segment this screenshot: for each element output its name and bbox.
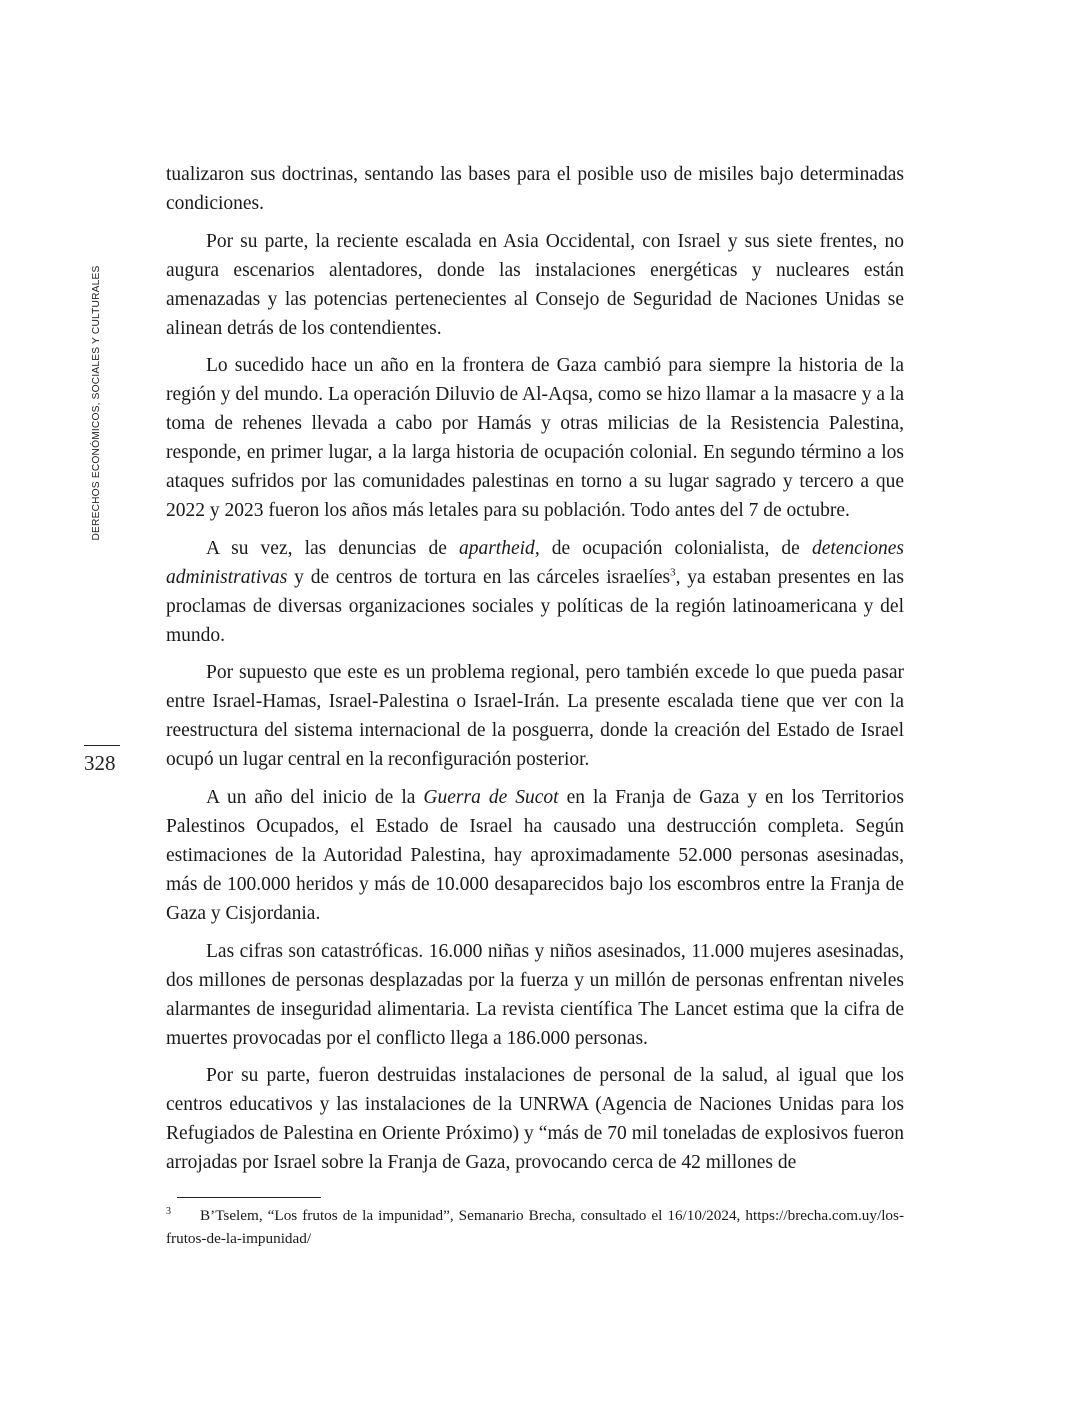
italic-apartheid: apartheid [458, 537, 535, 559]
paragraph-4-text: A su vez, las denuncias de [206, 537, 459, 559]
italic-detenciones: detenciones administrativas [166, 537, 904, 588]
paragraph-1: tualizaron sus doctrinas, sentando las bases para el posible uso de misiles bajo determinadas condiciones. [166, 164, 904, 214]
page-number: 328 [84, 751, 116, 775]
running-header: DERECHOS ECONÓMICOS, SOCIALES Y CULTURALES [91, 265, 102, 541]
paragraph-6-text: en la Franja de Gaza y en los Territorios Palestinos Ocupados, el Estado de Israel ha causado una destrucción completa. Según estimaciones de la Autoridad Palestina, hay aproximadamente 52.000 personas asesinadas, más de 100.000 heridos y más de 10.000 desaparecidos bajo los escombros entre la Franja de Gaza y Cisjordania. [166, 786, 904, 924]
footnote-number: 3 [166, 1206, 171, 1217]
footnote [166, 1204, 904, 1250]
paragraph-4 [166, 534, 904, 650]
footnote-reference: 3 [670, 566, 676, 579]
paragraph-4-text: , de ocupación colonialista, de [534, 537, 812, 559]
paragraph-8: Por su parte, fueron destruidas instalaciones de personal de la salud, al igual que los centros educativos y las instalaciones de la UNRWA (Agencia de Naciones Unidas para los Refugiados de Palestina en Oriente Próximo) y “más de 70 mil toneladas de explosivos fueron arrojadas por Israel sobre la Franja de Gaza, provocando cerca de 42 millones de [166, 1065, 904, 1174]
paragraph-2: Por su parte, la reciente escalada en Asia Occidental, con Israel y sus siete frentes, no augura escenarios alentadores, donde las instalaciones energéticas y nucleares están amenazadas y las potencias pertenecientes al Consejo de Seguridad de Naciones Unidas se alinean detrás de los contendientes. [166, 230, 904, 339]
paragraph-7: Las cifras son catastróficas. 16.000 niñas y niños asesinados, 11.000 mujeres asesinadas, dos millones de personas desplazadas por la fuerza y un millón de personas enfrentan niveles alarmantes de inseguridad alimentaria. La revista científica The Lancet estima que la cifra de muertes provocadas por el conflicto llega a 186.000 personas. [166, 940, 904, 1049]
body-text [166, 160, 904, 1186]
paragraph-6 [166, 783, 904, 928]
paragraph-4-text: , ya estaban presentes en las proclamas de diversas organizaciones sociales y políticas de la región latinoamericana y del mundo. [166, 566, 904, 646]
paragraph-6-text: A un año del inicio de la [206, 786, 424, 808]
footnote-text: B’Tselem, “Los frutos de la impunidad”, Semanario Brecha, consultado el 16/10/2024, https://brecha.com.uy/los-frutos-de-la-impunidad/ [166, 1207, 904, 1247]
page-number-rule [84, 745, 120, 746]
italic-guerra-de-sucot: Guerra de Sucot [423, 786, 559, 808]
paragraph-5: Por supuesto que este es un problema regional, pero también excede lo que pueda pasar entre Israel-Hamas, Israel-Palestina o Israel-Irán. La presente escalada tiene que ver con la reestructura del sistema internacional de la posguerra, donde la creación del Estado de Israel ocupó un lugar central en la reconfiguración posterior. [166, 662, 904, 771]
paragraph-4-text: y de centros de tortura en las cárceles israelíes [287, 566, 671, 588]
footnote-rule [177, 1197, 321, 1198]
paragraph-3: Lo sucedido hace un año en la frontera de Gaza cambió para siempre la historia de la región y del mundo. La operación Diluvio de Al-Aqsa, como se hizo llamar a la masacre y a la toma de rehenes llevada a cabo por Hamás y otras milicias de la Resistencia Palestina, responde, en primer lugar, a la larga historia de ocupación colonial. En segundo término a los ataques sufridos por las comunidades palestinas en torno a su lugar sagrado y tercero a que 2022 y 2023 fueron los años más letales para su población. Todo antes del 7 de octubre. [166, 355, 904, 522]
